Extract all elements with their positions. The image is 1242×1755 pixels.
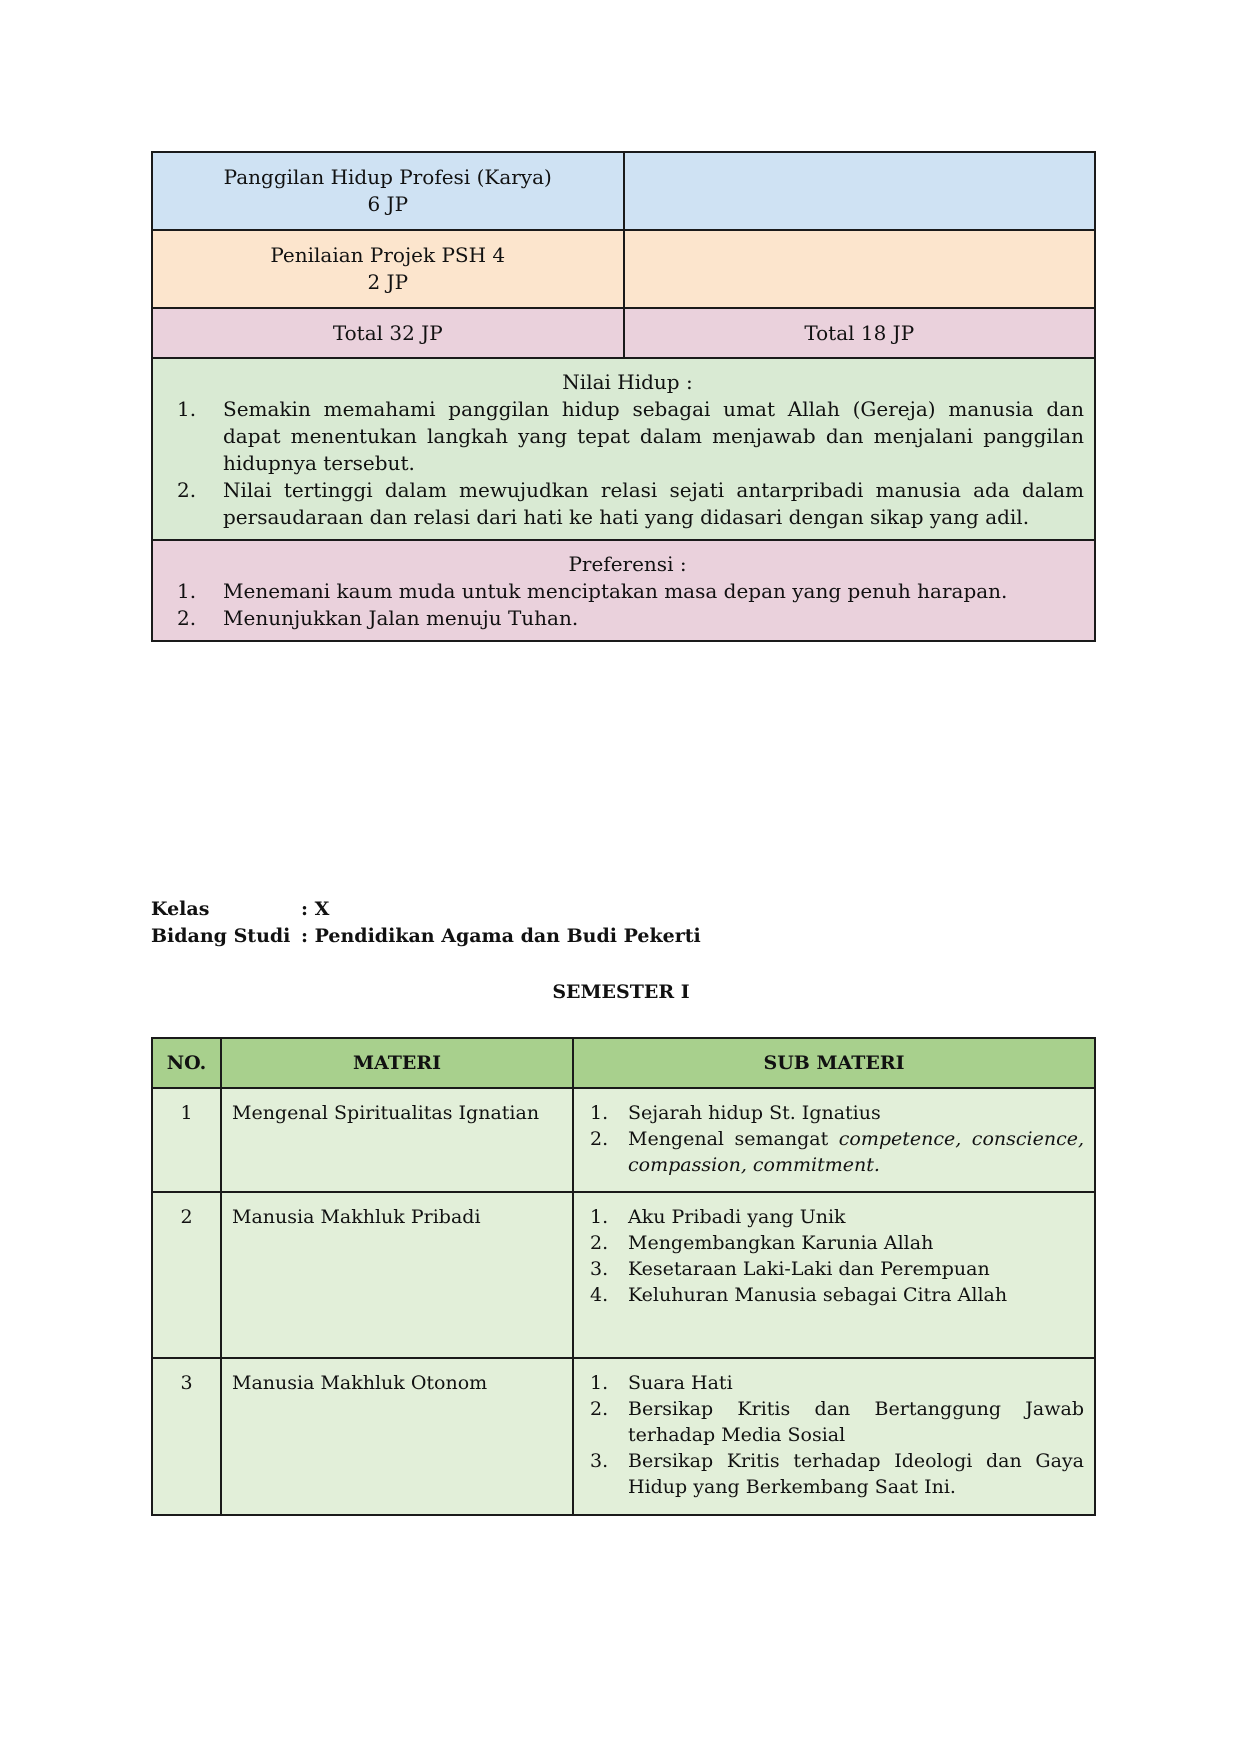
row-sub-materi — [573, 1192, 1095, 1358]
list-text: Menemani kaum muda untuk menciptakan masa depan yang penuh harapan. — [223, 579, 1008, 603]
list-number: 2. — [590, 1128, 609, 1150]
preferensi-row — [152, 540, 1095, 641]
row-number: 3 — [152, 1358, 221, 1515]
row-materi: Mengenal Spiritualitas Ignatian — [221, 1088, 573, 1192]
list-text: Bersikap Kritis terhadap Ideologi dan Gaya Hidup yang Berkembang Saat Ini. — [628, 1450, 1084, 1498]
table-row — [152, 1088, 1095, 1192]
bidang-studi-line — [151, 923, 701, 950]
kelas-line — [151, 896, 329, 923]
list-item — [584, 1204, 1084, 1230]
list-text: Kesetaraan Laki-Laki dan Perempuan — [628, 1258, 990, 1280]
list-text: Sejarah hidup St. Ignatius — [628, 1102, 881, 1124]
sub-materi-list — [584, 1100, 1084, 1178]
preferensi-cell — [152, 540, 1095, 641]
profesi-row — [152, 152, 1095, 230]
bidang-label: Bidang Studi — [151, 925, 291, 947]
penilaian-cell — [152, 230, 624, 308]
kelas-value: : X — [301, 898, 330, 920]
table-row — [152, 1192, 1095, 1358]
penilaian-jp: 2 JP — [367, 270, 409, 294]
list-number: 2. — [590, 1232, 609, 1254]
list-item — [171, 477, 1084, 531]
total-right: Total 18 JP — [624, 308, 1096, 358]
list-number: 1. — [590, 1372, 609, 1394]
summary-table — [151, 151, 1096, 642]
list-text-italic: competence, conscience, compassion, commitment. — [628, 1128, 1084, 1176]
list-text: Mengembangkan Karunia Allah — [628, 1232, 934, 1254]
list-number: 2. — [590, 1398, 609, 1420]
profesi-title: Panggilan Hidup Profesi (Karya) — [223, 165, 552, 189]
list-number: 1. — [590, 1102, 609, 1124]
list-text-plain: Mengenal semangat — [628, 1128, 839, 1150]
penilaian-right-cell — [624, 230, 1096, 308]
list-item — [171, 605, 1084, 632]
row-materi: Manusia Makhluk Pribadi — [221, 1192, 573, 1358]
list-item — [584, 1230, 1084, 1256]
list-item — [584, 1256, 1084, 1282]
list-number: 3. — [590, 1450, 609, 1472]
list-number: 1. — [590, 1206, 609, 1228]
row-materi: Manusia Makhluk Otonom — [221, 1358, 573, 1515]
materi-table — [151, 1037, 1096, 1516]
list-item — [584, 1370, 1084, 1396]
preferensi-list — [171, 578, 1084, 632]
nilai-hidup-row — [152, 358, 1095, 540]
total-row — [152, 308, 1095, 358]
list-number: 1. — [177, 579, 197, 603]
profesi-right-cell — [624, 152, 1096, 230]
sub-materi-list — [584, 1204, 1084, 1308]
list-text: Keluhuran Manusia sebagai Citra Allah — [628, 1284, 1008, 1306]
kelas-label: Kelas — [151, 898, 210, 920]
list-text: Menunjukkan Jalan menuju Tuhan. — [223, 606, 579, 630]
list-item — [584, 1448, 1084, 1500]
preferensi-title: Preferensi : — [568, 552, 687, 576]
nilai-hidup-list — [171, 396, 1084, 531]
list-number: 1. — [177, 397, 197, 421]
list-text: Nilai tertinggi dalam mewujudkan relasi sejati antarpribadi manusia ada dalam persaudaraan dan relasi dari hati ke hati yang didasari dengan sikap yang adil. — [223, 478, 1084, 529]
list-number: 2. — [177, 606, 197, 630]
list-number: 2. — [177, 478, 197, 502]
profesi-jp: 6 JP — [367, 192, 409, 216]
list-item — [171, 396, 1084, 477]
header-row — [152, 1038, 1095, 1088]
header-materi: MATERI — [221, 1038, 573, 1088]
list-item — [584, 1396, 1084, 1448]
profesi-cell — [152, 152, 624, 230]
table-row — [152, 1358, 1095, 1515]
nilai-hidup-title: Nilai Hidup : — [562, 370, 693, 394]
row-number: 1 — [152, 1088, 221, 1192]
header-sub-materi: SUB MATERI — [573, 1038, 1095, 1088]
header-no: NO. — [152, 1038, 221, 1088]
list-text: Semakin memahami panggilan hidup sebagai umat Allah (Gereja) manusia dan dapat menentukan langkah yang tepat dalam menjawab dan menjalani panggilan hidupnya tersebut. — [223, 397, 1084, 475]
list-number: 3. — [590, 1258, 609, 1280]
penilaian-row — [152, 230, 1095, 308]
list-item — [171, 578, 1084, 605]
list-text — [628, 1126, 1084, 1178]
bidang-value: : Pendidikan Agama dan Budi Pekerti — [301, 925, 701, 947]
list-text: Aku Pribadi yang Unik — [628, 1206, 846, 1228]
list-item — [584, 1126, 1084, 1178]
total-left: Total 32 JP — [152, 308, 624, 358]
list-item — [584, 1282, 1084, 1308]
row-number: 2 — [152, 1192, 221, 1358]
penilaian-title: Penilaian Projek PSH 4 — [270, 243, 506, 267]
list-text: Suara Hati — [628, 1372, 733, 1394]
list-number: 4. — [590, 1284, 609, 1306]
list-item — [584, 1100, 1084, 1126]
row-sub-materi — [573, 1358, 1095, 1515]
sub-materi-list — [584, 1370, 1084, 1500]
nilai-hidup-cell — [152, 358, 1095, 540]
semester-heading: SEMESTER I — [552, 981, 690, 1003]
list-text: Bersikap Kritis dan Bertanggung Jawab terhadap Media Sosial — [628, 1398, 1084, 1446]
row-sub-materi — [573, 1088, 1095, 1192]
